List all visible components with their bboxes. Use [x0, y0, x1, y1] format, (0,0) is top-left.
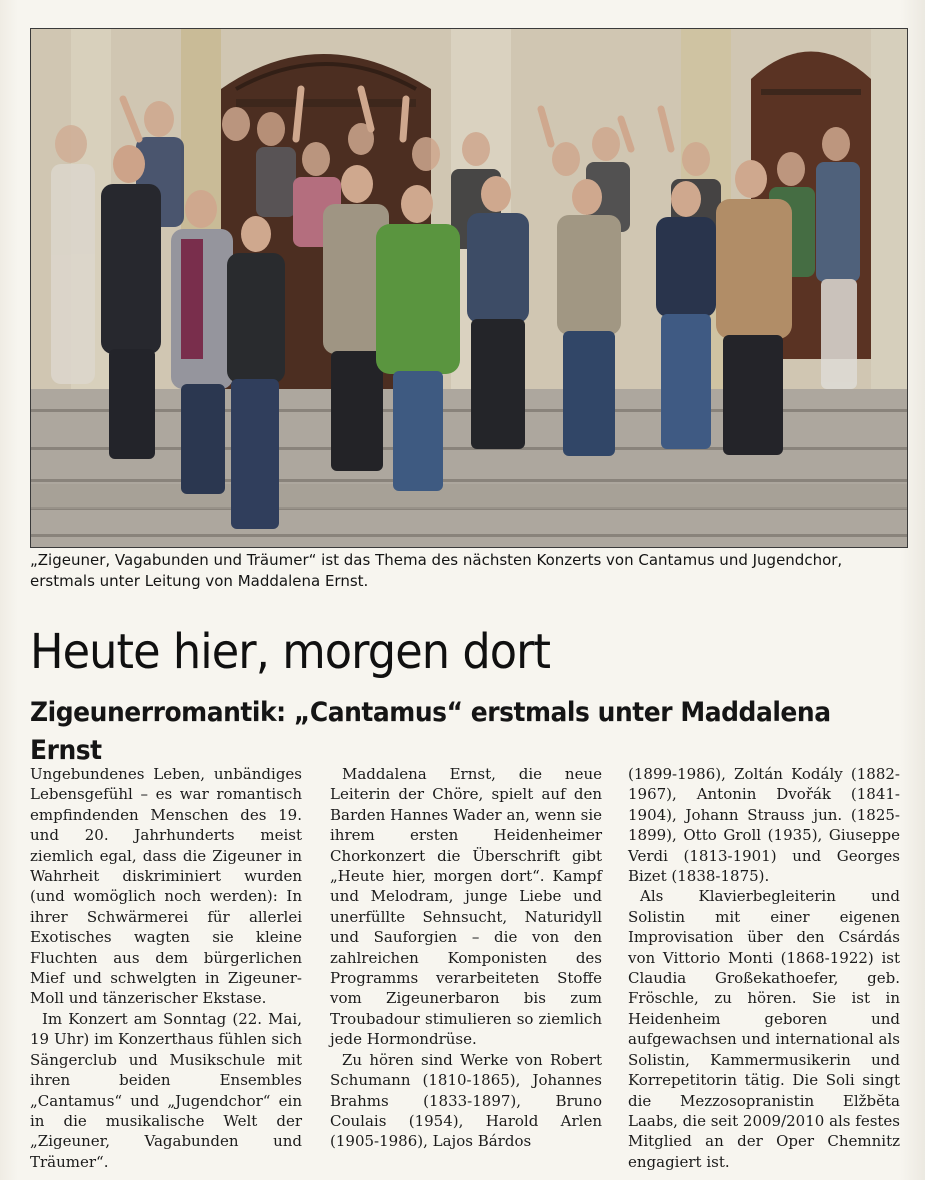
article-column-3: [628, 764, 900, 1172]
paragraph: Ungebundenes Leben, unbändiges Lebensgefühl – es war romantisch empfindenden Menschen des 19. und 20. Jahrhunderts meist ziemlich egal, dass die Zigeuner in Wahrheit diskriminiert wurden (und womöglich noch werden): In ihrer Schwärmerei für allerlei Exotisches wagten sie kleine Fluchten aus dem bürgerlichen Mief und schwelgten in Zigeuner-Moll und tänzerischer Ekstase.: [30, 765, 302, 1008]
paragraph: Als Klavierbegleiterin und Solistin mit einer eigenen Improvisation über den Csárdás von Vittorio Monti (1868-1922) ist Claudia Großekathoefer, geb. Fröschle, zu hören. Sie ist in Heidenheim geboren und aufgewachsen und international als Solistin, Kammermusikerin und Korrepetitorin tätig. Die Soli singt die Mezzosopranistin Elžbĕta Laabs, die seit 2009/2010 als festes Mitglied an der Oper Chemnitz engagiert ist.: [628, 887, 900, 1171]
headline: Heute hier, morgen dort: [30, 624, 551, 680]
choir-group-photo: [30, 28, 908, 548]
paragraph: Zu hören sind Werke von Robert Schumann (1810-1865), Johannes Brahms (1833-1897), Bruno Coulais (1954), Harold Arlen (1905-1986), Lajos Bárdos: [330, 1050, 602, 1151]
paragraph: Maddalena Ernst, die neue Leiterin der Chöre, spielt auf den Barden Hannes Wader an, wenn sie ihrem ersten Heidenheimer Chorkonzert die Überschrift gibt „Heute hier, morgen dort“. Kampf und Melodram, junge Liebe und unerfüllte Sehnsucht, Naturidyll und Sauforgien – die von den zahlreichen Komponisten des Programms verarbeiteten Stoffe vom Zigeunerbaron bis zum Troubadour stimulieren so ziemlich jede Hormondrüse.: [330, 765, 602, 1049]
paragraph: (1899-1986), Zoltán Kodály (1882-1967), Antonin Dvořák (1841-1904), Johann Strauss jun. (1825-1899), Otto Groll (1935), Giuseppe Verdi (1813-1901) und Georges Bizet (1838-1875).: [628, 765, 900, 886]
photo-caption: „Zigeuner, Vagabunden und Träumer“ ist das Thema des nächsten Konzerts von Cantamus und Jugendchor, erstmals unter Leitung von Maddalena Ernst.: [30, 551, 843, 590]
article-column-2: [330, 764, 602, 1152]
paragraph: Im Konzert am Sonntag (22. Mai, 19 Uhr) im Konzerthaus fühlen sich Sängerclub und Musikschule mit ihren beiden Ensembles „Cantamus“ und „Jugendchor“ ein in die musikalische Welt der „Zigeuner, Vagabunden und Träumer“.: [30, 1009, 302, 1171]
article-column-1: [30, 764, 302, 1172]
subheadline: Zigeunerromantik: „Cantamus“ erstmals unter Maddalena Ernst: [30, 697, 831, 766]
choir-photo-illustration: [31, 29, 907, 547]
